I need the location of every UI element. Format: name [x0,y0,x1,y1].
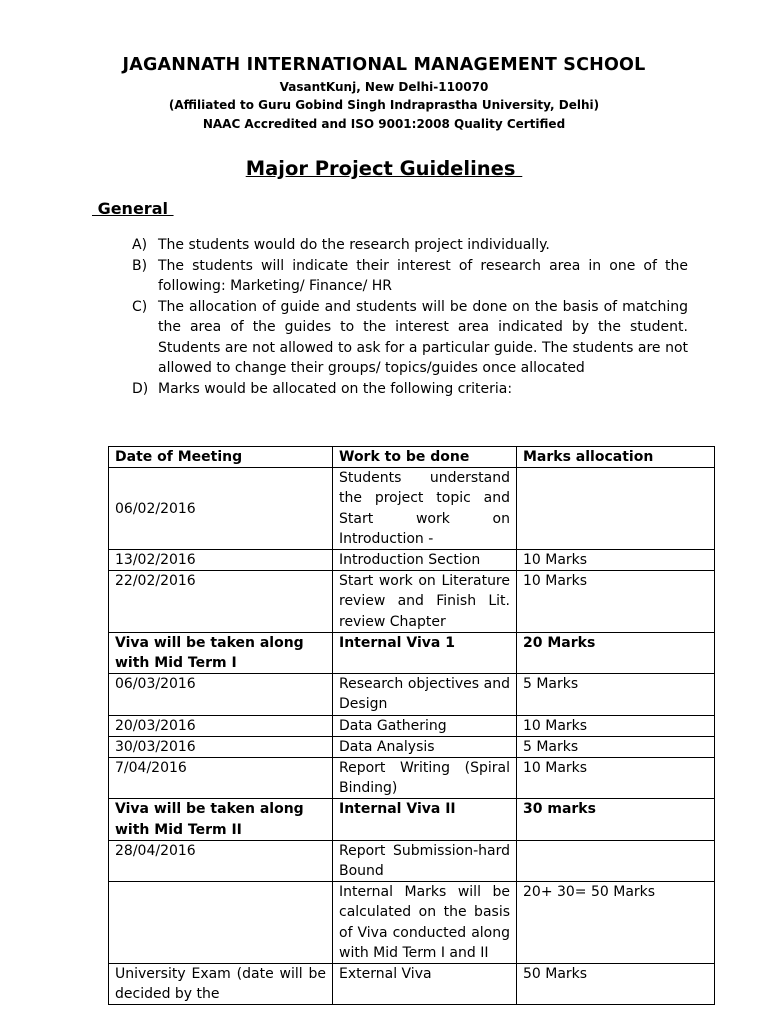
work-cell: Report Submission-hard Bound [333,840,517,881]
guideline-item [132,297,688,379]
column-header-date: Date of Meeting [109,447,333,468]
marks-cell [517,840,715,881]
work-cell: Students understand the project topic and Start work on Introduction - [333,468,517,550]
guideline-list [132,235,688,399]
list-marker: A) [132,237,148,253]
date-cell: Viva will be taken along with Mid Term II [109,799,333,840]
guideline-item [132,235,688,256]
table-row [109,882,715,964]
table-row [109,758,715,799]
marks-cell: 10 Marks [517,571,715,633]
table-row [109,468,715,550]
guideline-item [132,379,688,400]
guideline-text: The students would do the research project individually. [158,237,550,253]
work-cell: External Viva [333,964,517,1005]
date-cell: University Exam (date will be decided by the [109,964,333,1005]
column-header-work: Work to be done [333,447,517,468]
school-name: JAGANNATH INTERNATIONAL MANAGEMENT SCHOOL [122,55,646,75]
table-row [109,736,715,757]
work-cell: Introduction Section [333,550,517,571]
accreditation-line: NAAC Accredited and ISO 9001:2008 Quality Certified [202,117,566,131]
work-cell: Internal Viva II [333,799,517,840]
table-row [109,715,715,736]
table-row [109,571,715,633]
date-cell: 13/02/2016 [109,550,333,571]
table-row [109,799,715,840]
table-row [109,550,715,571]
marks-cell: 50 Marks [517,964,715,1005]
date-cell: 22/02/2016 [109,571,333,633]
section-heading-general: General [92,199,174,218]
marks-schedule-table [108,446,715,1005]
marks-cell: 20+ 30= 50 Marks [517,882,715,964]
work-cell: Start work on Literature review and Finish Lit. review Chapter [333,571,517,633]
marks-cell: 5 Marks [517,674,715,715]
date-cell: Viva will be taken along with Mid Term I [109,632,333,673]
work-cell: Data Analysis [333,736,517,757]
date-cell: 06/02/2016 [109,468,333,550]
work-cell: Internal Marks will be calculated on the basis of Viva conducted along with Mid Term I and II [333,882,517,964]
school-address: VasantKunj, New Delhi-110070 [279,80,489,94]
work-cell: Internal Viva 1 [333,632,517,673]
table-row [109,674,715,715]
date-cell: 28/04/2016 [109,840,333,881]
marks-cell: 5 Marks [517,736,715,757]
marks-cell: 30 marks [517,799,715,840]
date-cell: 30/03/2016 [109,736,333,757]
affiliation-line: (Affiliated to Guru Gobind Singh Indraprastha University, Delhi) [168,98,600,112]
marks-cell: 20 Marks [517,632,715,673]
list-marker: B) [132,257,148,274]
table-header-row [109,447,715,468]
work-cell: Data Gathering [333,715,517,736]
marks-cell: 10 Marks [517,715,715,736]
table-row [109,632,715,673]
guideline-item [132,256,688,297]
guideline-text: The allocation of guide and students will be done on the basis of matching the area of the guides to the interest area indicated by the student. Students are not allowed to ask for a particular guide. The students are not allowed to change their groups/ topics/guides once allocated [158,298,688,376]
work-cell: Research objectives and Design [333,674,517,715]
work-cell: Report Writing (Spiral Binding) [333,758,517,799]
guideline-text: Marks would be allocated on the following criteria: [158,380,513,397]
date-cell: 06/03/2016 [109,674,333,715]
marks-cell [517,468,715,550]
date-cell: 7/04/2016 [109,758,333,799]
document-title: Major Project Guidelines [245,157,523,180]
marks-cell: 10 Marks [517,550,715,571]
list-marker: C) [132,298,148,315]
list-marker: D) [132,380,149,397]
guideline-text: The students will indicate their interest of research area in one of the following: Marketing/ Finance/ HR [158,257,688,294]
date-cell [109,882,333,964]
date-cell: 20/03/2016 [109,715,333,736]
table-row [109,964,715,1005]
table-row [109,840,715,881]
column-header-marks: Marks allocation [517,447,715,468]
marks-cell: 10 Marks [517,758,715,799]
